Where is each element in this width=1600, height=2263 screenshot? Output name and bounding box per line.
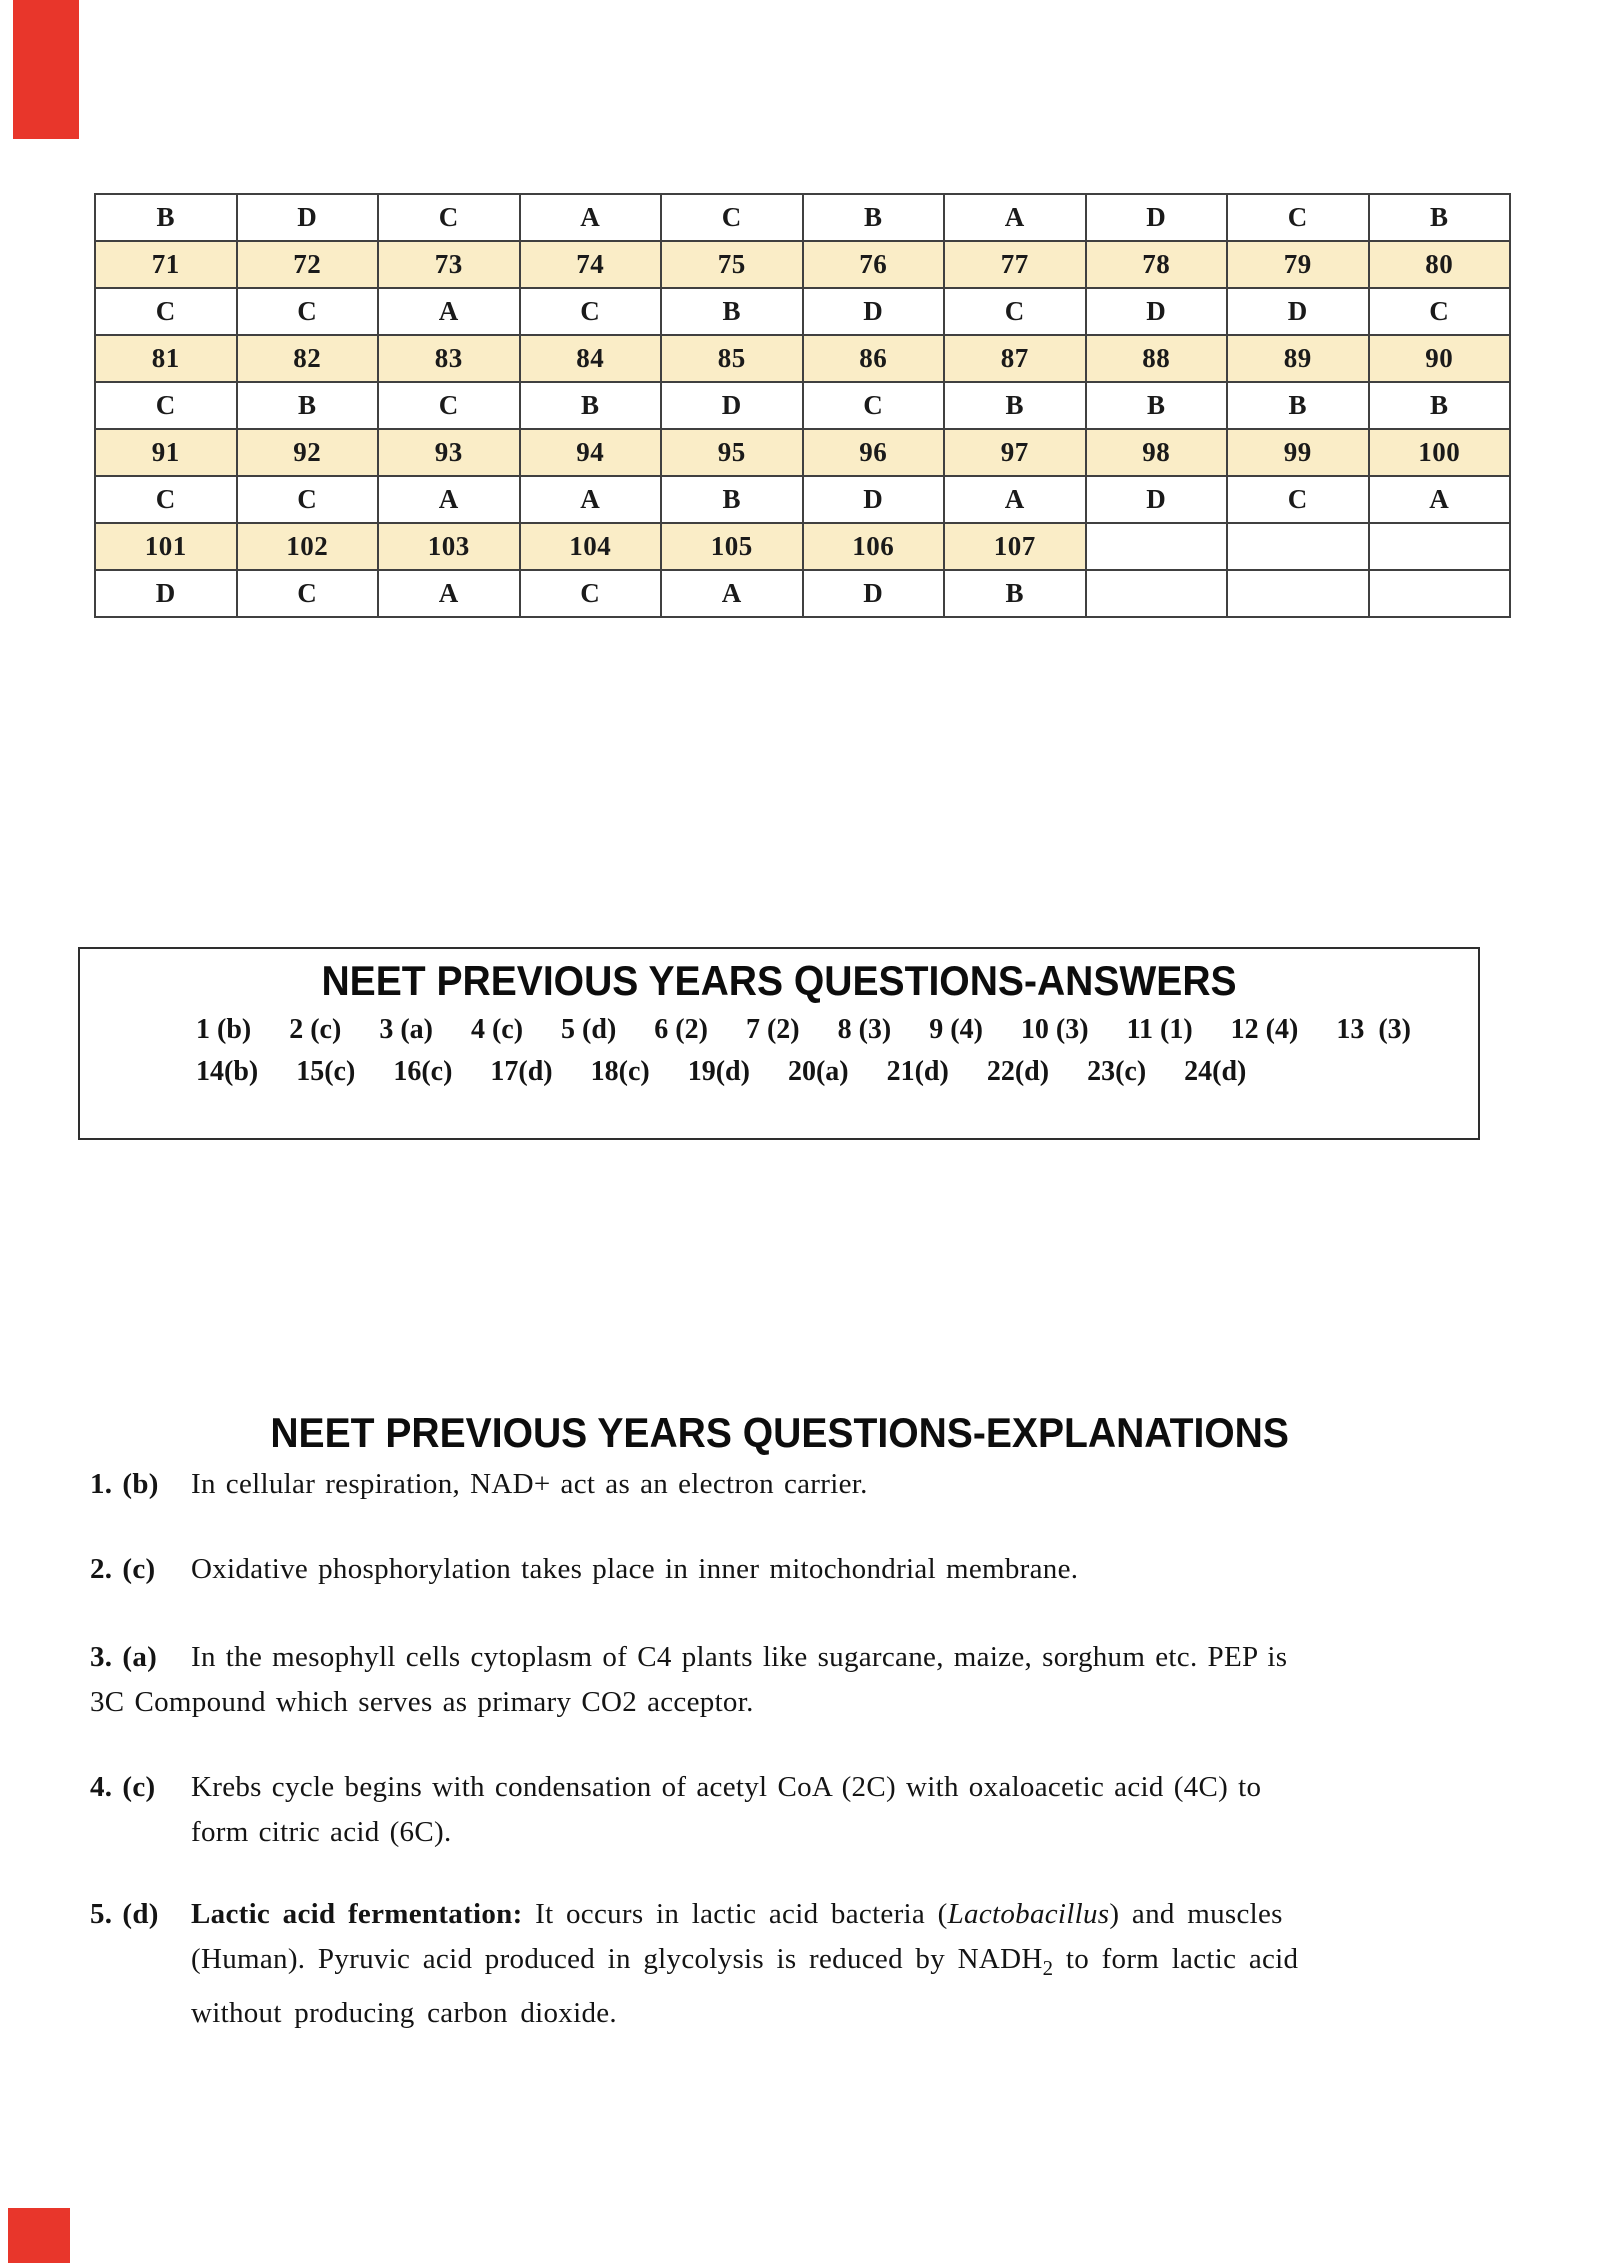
answer-token: 22(d)	[986, 1056, 1050, 1087]
answer-letter-cell: A	[1369, 476, 1511, 523]
answer-table-row-letter	[95, 382, 1510, 429]
answers-box	[78, 947, 1480, 1140]
answer-table-row-letter	[95, 194, 1510, 241]
answer-letter-cell: D	[1086, 476, 1228, 523]
answer-letter-cell: C	[520, 570, 662, 617]
answer-token: 17(d)	[490, 1056, 553, 1087]
answer-letter-cell: D	[237, 194, 379, 241]
page-corner-tab-top-left	[13, 0, 79, 139]
answer-letter-cell: C	[378, 194, 520, 241]
question-number-cell: 105	[661, 523, 803, 570]
answer-letter-cell: A	[378, 570, 520, 617]
answer-letter-cell: B	[944, 382, 1086, 429]
answer-token: 10 (3)	[1020, 1014, 1089, 1045]
question-number-cell: 85	[661, 335, 803, 382]
question-number-cell: 84	[520, 335, 662, 382]
explanation-item-text: Oxidative phosphorylation takes place in inner mitochondrial membrane.	[191, 1553, 1079, 1585]
answer-token: 21(d)	[886, 1056, 949, 1087]
answer-letter-cell	[1369, 570, 1511, 617]
explanation-item-number: 5. (d)	[90, 1898, 159, 1930]
question-number-cell: 106	[803, 523, 945, 570]
answer-table-row-number	[95, 523, 1510, 570]
answer-letter-cell: D	[661, 382, 803, 429]
answer-token: 24(d)	[1184, 1056, 1247, 1087]
question-number-cell	[1369, 523, 1511, 570]
explanation-item-number: 1. (b)	[90, 1468, 159, 1500]
explanation-item	[90, 1635, 1514, 1725]
answer-token: 3 (a)	[379, 1014, 433, 1045]
answer-letter-cell: B	[95, 194, 237, 241]
question-number-cell: 93	[378, 429, 520, 476]
explanation-item	[90, 1462, 1514, 1507]
answer-letter-cell: B	[1369, 382, 1511, 429]
answers-box-title	[80, 957, 1478, 1005]
question-number-cell: 91	[95, 429, 237, 476]
answer-letter-cell: B	[944, 570, 1086, 617]
question-number-cell: 95	[661, 429, 803, 476]
answer-token: 5 (d)	[561, 1014, 617, 1045]
explanation-item-text: In cellular respiration, NAD+ act as an electron carrier.	[191, 1468, 868, 1500]
answers-line-2	[196, 1054, 1478, 1089]
question-number-cell: 81	[95, 335, 237, 382]
question-number-cell: 94	[520, 429, 662, 476]
answer-letter-cell: C	[95, 476, 237, 523]
question-number-cell: 104	[520, 523, 662, 570]
answer-letter-cell: B	[237, 382, 379, 429]
question-number-cell: 78	[1086, 241, 1228, 288]
answers-box-title-text: NEET PREVIOUS YEARS QUESTIONS-ANSWERS	[321, 957, 1237, 1004]
answer-token: 20(a)	[787, 1056, 849, 1087]
answer-letter-cell: D	[1086, 194, 1228, 241]
question-number-cell: 72	[237, 241, 379, 288]
answer-token: 13 (3)	[1336, 1014, 1411, 1045]
answer-token: 15(c)	[296, 1056, 356, 1087]
question-number-cell: 87	[944, 335, 1086, 382]
answer-letter-cell: A	[378, 288, 520, 335]
answer-letter-cell: D	[95, 570, 237, 617]
explanation-item-number: 3. (a)	[90, 1641, 158, 1673]
answer-table-row-number	[95, 429, 1510, 476]
answer-letter-cell: C	[95, 288, 237, 335]
question-number-cell: 100	[1369, 429, 1511, 476]
answer-table-row-number	[95, 241, 1510, 288]
answer-letter-cell: C	[1227, 476, 1369, 523]
answer-letter-cell: D	[803, 288, 945, 335]
answer-table-row-letter	[95, 288, 1510, 335]
question-number-cell: 79	[1227, 241, 1369, 288]
question-number-cell	[1227, 523, 1369, 570]
answer-key-table	[94, 193, 1511, 618]
question-number-cell: 107	[944, 523, 1086, 570]
answer-token: 12 (4)	[1230, 1014, 1299, 1045]
question-number-cell: 97	[944, 429, 1086, 476]
answer-letter-cell	[1227, 570, 1369, 617]
answer-letter-cell: C	[1227, 194, 1369, 241]
answer-letter-cell: A	[520, 476, 662, 523]
explanation-item-text: In the mesophyll cells cytoplasm of C4 plants like sugarcane, maize, sorghum etc. PEP is 3C Compound which serves as primary CO2 acceptor.	[90, 1641, 1288, 1718]
question-number-cell: 103	[378, 523, 520, 570]
answer-letter-cell: A	[378, 476, 520, 523]
question-number-cell: 89	[1227, 335, 1369, 382]
answer-letter-cell: C	[944, 288, 1086, 335]
question-number-cell: 77	[944, 241, 1086, 288]
answer-token: 14(b)	[196, 1056, 259, 1087]
answer-letter-cell: D	[1086, 288, 1228, 335]
question-number-cell: 86	[803, 335, 945, 382]
answer-letter-cell	[1086, 570, 1228, 617]
answer-letter-cell: D	[803, 476, 945, 523]
explanations-title	[70, 1409, 1490, 1457]
answer-token: 6 (2)	[654, 1014, 708, 1045]
answer-letter-cell: B	[803, 194, 945, 241]
explanation-item-text: Lactic acid fermentation: It occurs in lactic acid bacteria (Lactobacillus) and muscles (Human). Pyruvic acid produced in glycolysis is reduced by $NADH_2$ to form lactic acid without producing carbon dioxide.	[191, 1898, 1299, 2029]
explanation-item	[90, 1892, 1514, 2036]
answer-table-row-letter	[95, 570, 1510, 617]
answer-letter-cell: C	[1369, 288, 1511, 335]
answer-letter-cell: A	[520, 194, 662, 241]
answer-token: 2 (c)	[289, 1014, 342, 1045]
answer-letter-cell: C	[803, 382, 945, 429]
answer-letter-cell: B	[1086, 382, 1228, 429]
question-number-cell: 82	[237, 335, 379, 382]
answer-token: 7 (2)	[745, 1014, 800, 1045]
answer-letter-cell: B	[661, 476, 803, 523]
question-number-cell: 74	[520, 241, 662, 288]
question-number-cell: 96	[803, 429, 945, 476]
answers-line-1	[196, 1012, 1478, 1047]
explanation-item-number: 2. (c)	[90, 1553, 156, 1585]
question-number-cell: 102	[237, 523, 379, 570]
question-number-cell	[1086, 523, 1228, 570]
answer-letter-cell: C	[237, 288, 379, 335]
question-number-cell: 73	[378, 241, 520, 288]
answer-letter-cell: D	[1227, 288, 1369, 335]
answer-token: 11 (1)	[1126, 1014, 1193, 1045]
answer-token: 1 (b)	[196, 1014, 252, 1045]
question-number-cell: 99	[1227, 429, 1369, 476]
answer-token: 8 (3)	[837, 1014, 892, 1045]
question-number-cell: 90	[1369, 335, 1511, 382]
question-number-cell: 75	[661, 241, 803, 288]
question-number-cell: 71	[95, 241, 237, 288]
answer-token: 18(c)	[590, 1056, 650, 1087]
explanation-item	[90, 1547, 1514, 1592]
question-number-cell: 101	[95, 523, 237, 570]
answer-letter-cell: A	[944, 194, 1086, 241]
question-number-cell: 88	[1086, 335, 1228, 382]
answer-token: 23(c)	[1087, 1056, 1147, 1087]
question-number-cell: 92	[237, 429, 379, 476]
answer-letter-cell: C	[237, 570, 379, 617]
answer-letter-cell: C	[378, 382, 520, 429]
answer-letter-cell: B	[1227, 382, 1369, 429]
answer-table-row-number	[95, 335, 1510, 382]
answer-letter-cell: A	[944, 476, 1086, 523]
answer-token: 9 (4)	[929, 1014, 983, 1045]
answer-letter-cell: C	[520, 288, 662, 335]
answer-letter-cell: C	[237, 476, 379, 523]
answer-letter-cell: B	[520, 382, 662, 429]
question-number-cell: 83	[378, 335, 520, 382]
answer-letter-cell: A	[661, 570, 803, 617]
explanation-item	[90, 1765, 1514, 1855]
question-number-cell: 98	[1086, 429, 1228, 476]
answer-token: 4 (c)	[470, 1014, 524, 1045]
question-number-cell: 76	[803, 241, 945, 288]
answer-letter-cell: C	[661, 194, 803, 241]
answer-letter-cell: C	[95, 382, 237, 429]
answer-token: 19(d)	[687, 1056, 750, 1087]
answer-letter-cell: B	[1369, 194, 1511, 241]
answer-table-row-letter	[95, 476, 1510, 523]
answer-token: 16(c)	[393, 1056, 453, 1087]
answer-letter-cell: B	[661, 288, 803, 335]
page-corner-tab-bottom-left	[8, 2208, 70, 2263]
explanation-item-number: 4. (c)	[90, 1771, 156, 1803]
question-number-cell: 80	[1369, 241, 1511, 288]
explanation-item-text: Krebs cycle begins with condensation of acetyl CoA (2C) with oxaloacetic acid (4C) to form citric acid (6C).	[191, 1771, 1262, 1848]
explanations-title-text: NEET PREVIOUS YEARS QUESTIONS-EXPLANATIONS	[270, 1409, 1290, 1456]
answer-letter-cell: D	[803, 570, 945, 617]
